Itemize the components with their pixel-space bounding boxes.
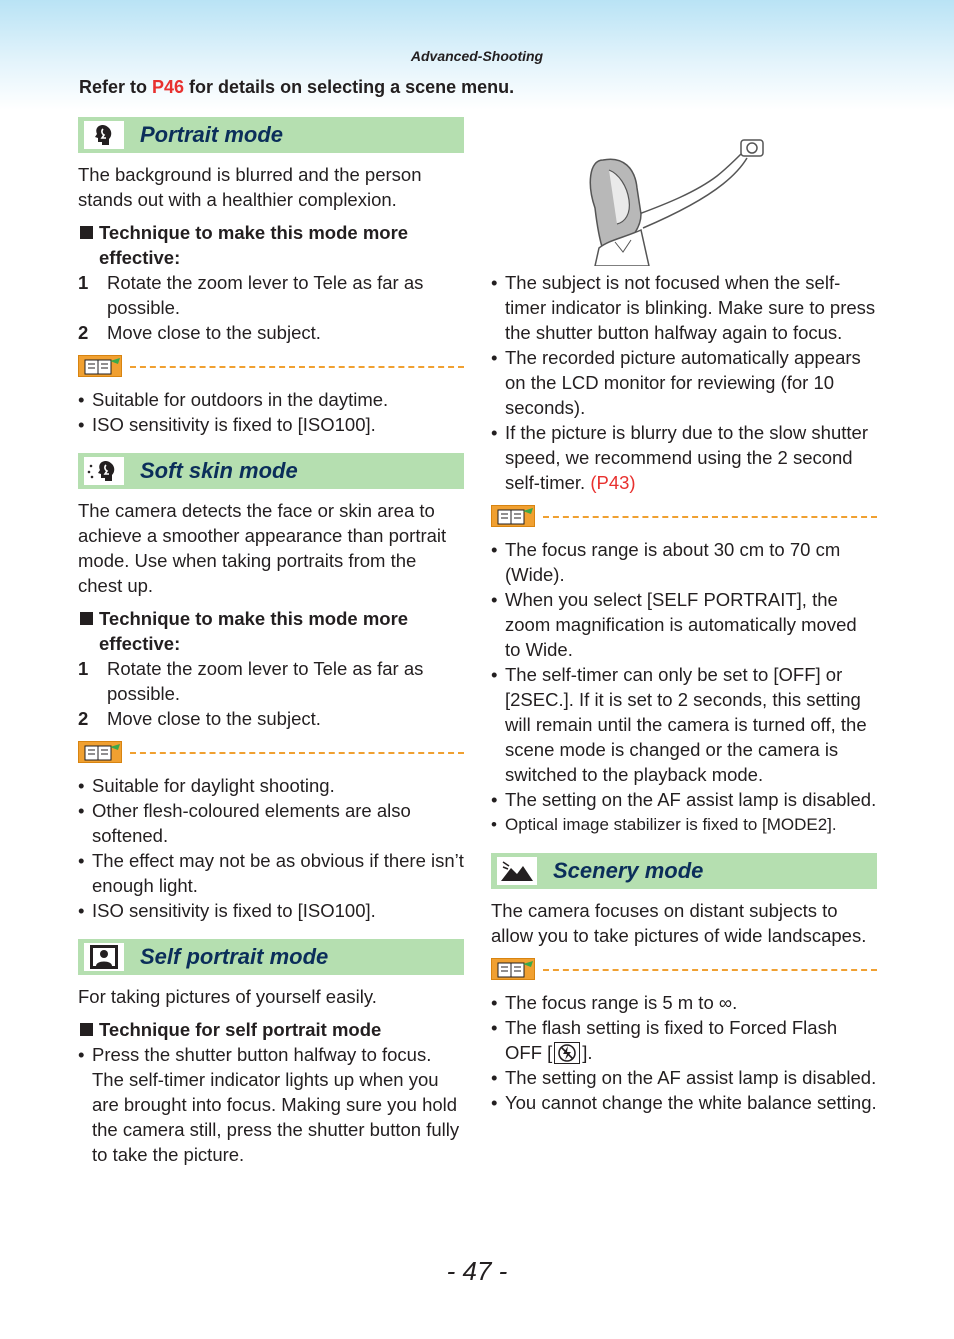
list-item: • The recorded picture automatically appears on the LCD monitor for reviewing (for 10 seconds). <box>491 345 877 420</box>
portrait-step-2: 2 Move close to the subject. <box>78 322 321 343</box>
self-portrait-technique-heading: Technique for self portrait mode <box>78 1017 464 1042</box>
scenery-icon <box>497 857 537 885</box>
flash-off-icon <box>554 1042 580 1064</box>
refer-link-p46[interactable]: P46 <box>152 77 185 97</box>
portrait-mode-header <box>78 117 464 153</box>
square-bullet-icon <box>80 226 93 239</box>
list-item: • If the picture is blurry due to the slow shutter speed, we recommend using the 2 second self-timer. (P43) <box>491 420 877 495</box>
square-bullet-icon <box>80 1023 93 1036</box>
list-item: • You cannot change the white balance setting. <box>491 1090 877 1115</box>
left-column <box>78 117 464 1167</box>
soft-skin-mode-header <box>78 453 464 489</box>
right-column <box>491 130 877 1115</box>
list-item: • The focus range is about 30 cm to 70 cm (Wide). <box>491 537 877 587</box>
soft-skin-step-2: 2 Move close to the subject. <box>78 708 321 729</box>
list-item: • Press the shutter button halfway to focus. The self-timer indicator lights up when you are brought into focus. Making sure you hold the camera still, press the shutter button fully to take the picture. <box>78 1042 464 1167</box>
notes-icon <box>78 741 122 763</box>
notes-icon <box>78 355 122 377</box>
self-portrait-notes-list <box>491 537 877 837</box>
portrait-notes-list <box>78 387 464 437</box>
list-item: • Suitable for outdoors in the daytime. <box>78 387 464 412</box>
page-number: - 47 - <box>446 1256 508 1286</box>
self-portrait-mode-title: Self portrait mode <box>140 944 329 969</box>
scenery-notes-divider <box>491 958 877 982</box>
square-bullet-icon <box>80 612 93 625</box>
list-item: • Optical image stabilizer is fixed to [MODE2]. <box>491 812 877 837</box>
self-portrait-info-list <box>491 270 877 495</box>
self-portrait-technique-list <box>78 1042 464 1167</box>
list-item: • ISO sensitivity is fixed to [ISO100]. <box>78 898 464 923</box>
list-item: • When you select [SELF PORTRAIT], the zoom magnification is automatically moved to Wide. <box>491 587 877 662</box>
link-p43[interactable]: (P43) <box>590 472 636 493</box>
scenery-mode-title: Scenery mode <box>553 858 704 883</box>
list-item: • The focus range is 5 m to ∞. <box>491 990 877 1015</box>
portrait-body: The background is blurred and the person stands out with a healthier complexion. <box>78 164 422 210</box>
self-portrait-notes-divider <box>491 505 877 529</box>
portrait-mode-title: Portrait mode <box>140 122 284 147</box>
portrait-icon <box>84 121 124 149</box>
list-item: • The self-timer can only be set to [OFF] or [2SEC.]. If it is set to 2 seconds, this setting will remain until the camera is turned off, the scene mode is changed or the camera is switched to the playback mode. <box>491 662 877 787</box>
refer-post: for details on selecting a scene menu. <box>184 77 515 97</box>
self-portrait-illustration <box>491 130 877 266</box>
notes-icon <box>491 958 535 980</box>
soft-skin-notes-list <box>78 773 464 923</box>
soft-skin-step-1: 1 Rotate the zoom lever to Tele as far as possible. <box>78 658 424 704</box>
self-portrait-icon <box>84 943 124 971</box>
scenery-body: The camera focuses on distant subjects to allow you to take pictures of wide landscapes. <box>491 900 867 946</box>
list-item: • Suitable for daylight shooting. <box>78 773 464 798</box>
portrait-technique-heading: Technique to make this mode more effective: <box>78 220 464 270</box>
refer-pre: Refer to <box>79 77 153 97</box>
soft-skin-icon <box>84 457 124 485</box>
scenery-mode-header <box>491 853 877 889</box>
notes-icon <box>491 505 535 527</box>
soft-skin-notes-divider <box>78 741 464 765</box>
refer-line <box>79 77 514 98</box>
list-item: • The setting on the AF assist lamp is disabled. <box>491 787 877 812</box>
soft-skin-technique-heading: Technique to make this mode more effective: <box>78 606 464 656</box>
list-item: • Other flesh-coloured elements are also softened. <box>78 798 464 848</box>
soft-skin-body: The camera detects the face or skin area to achieve a smoother appearance than portrait mode. Use when taking portraits from the chest up. <box>78 500 447 596</box>
section-label: Advanced-Shooting <box>410 48 544 64</box>
portrait-notes-divider <box>78 355 464 379</box>
self-portrait-mode-header <box>78 939 464 975</box>
list-item: • ISO sensitivity is fixed to [ISO100]. <box>78 412 464 437</box>
list-item: • The subject is not focused when the self-timer indicator is blinking. Make sure to press the shutter button halfway again to focus. <box>491 270 877 345</box>
list-item: • The setting on the AF assist lamp is disabled. <box>491 1065 877 1090</box>
soft-skin-mode-title: Soft skin mode <box>140 458 298 483</box>
list-item: • The flash setting is fixed to Forced Flash OFF [ ]. <box>491 1015 877 1065</box>
list-item: • The effect may not be as obvious if there isn’t enough light. <box>78 848 464 898</box>
scenery-notes-list <box>491 990 877 1115</box>
self-portrait-body: For taking pictures of yourself easily. <box>78 986 377 1007</box>
portrait-step-1: 1 Rotate the zoom lever to Tele as far as possible. <box>78 272 424 318</box>
